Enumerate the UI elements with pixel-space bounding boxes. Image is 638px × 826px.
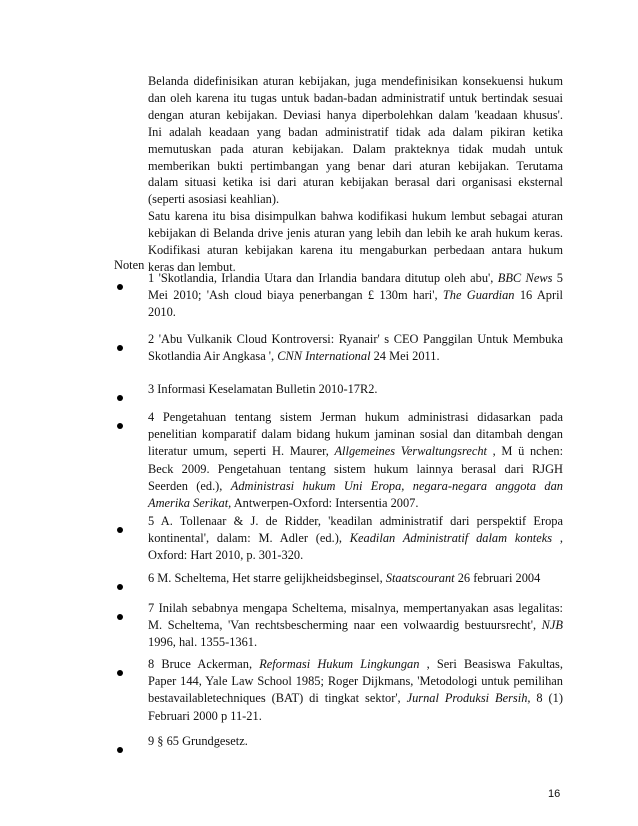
note-text: 8 (1) xyxy=(530,691,563,706)
note-text: 5 xyxy=(552,271,564,285)
intro-line: dengan aturan kebijakan. Deviasi hanya diperbolehkan dalam 'keadaan khusus'. xyxy=(148,107,563,122)
note-text: Skotlandia Air Angkasa ', xyxy=(148,349,278,364)
bullet-icon xyxy=(117,614,123,620)
intro-line: memutuskan pada aturan kebijakan. Dalam prakteknya tidak mudah untuk xyxy=(148,141,563,156)
note-text: 1996, hal. 1355-1361. xyxy=(148,635,258,650)
note-item xyxy=(148,270,563,322)
note-italic-text: Amerika Serikat, xyxy=(148,496,232,511)
note-line xyxy=(148,426,563,443)
note-text: 2 'Abu Vulkanik Cloud Kontroversi: Ryanair' s CEO Panggilan Untuk Membuka xyxy=(148,332,563,346)
note-text: 9 § 65 Grundgesetz. xyxy=(148,734,248,748)
note-line xyxy=(148,478,563,495)
note-line xyxy=(148,656,563,673)
note-item xyxy=(148,381,563,398)
intro-line: dalam situasi ketika isi dari aturan kebijakan berasal dari organisasi eksternal xyxy=(148,175,563,190)
note-text: 5 A. Tollenaar & J. de Ridder, 'keadilan administratif dari perspektif Eropa xyxy=(148,514,563,528)
note-text: 1 'Skotlandia, Irlandia Utara dan Irlandia bandara ditutup oleh abu', xyxy=(148,271,498,285)
bullet-icon xyxy=(117,747,123,753)
note-text: bestavailabletechniques (BAT) di tingkat sektor', xyxy=(148,691,407,706)
note-text: kontinental', dalam: M. Adler (ed.), xyxy=(148,531,350,546)
note-line xyxy=(148,547,563,564)
note-item xyxy=(148,513,563,565)
note-line xyxy=(148,570,563,587)
note-text: 2010. xyxy=(148,305,176,320)
intro-line: Kodifikasi aturan kebijakan karena itu mengaburkan perbedaan antara hukum xyxy=(148,243,563,258)
note-line xyxy=(148,443,563,460)
note-text: 6 M. Scheltema, Het starre gelijkheidsbeginsel, xyxy=(148,571,386,585)
note-line xyxy=(148,530,563,547)
note-text: , Seri Beasiswa Fakultas, xyxy=(419,657,563,671)
intro-line: Belanda didefinisikan aturan kebijakan, juga mendefinisikan konsekuensi hukum xyxy=(148,74,563,88)
note-line xyxy=(148,495,563,512)
note-italic-text: Allgemeines Verwaltungsrecht xyxy=(334,444,487,459)
note-line xyxy=(148,690,563,707)
bullet-icon xyxy=(117,284,123,290)
page-number: 16 xyxy=(548,788,561,800)
note-line xyxy=(148,634,563,651)
note-text: Paper 144, Yale Law School 1985; Roger Dijkmans, 'Metodologi untuk pemilihan xyxy=(148,674,563,689)
intro-line: (seperti asosiasi keahlian). xyxy=(148,192,280,207)
note-text: Oxford: Hart 2010, p. 301-320. xyxy=(148,548,304,563)
note-text: Februari 2000 p 11-21. xyxy=(148,708,262,723)
intro-line: memberikan bukti pertimbangan yang benar dari aturan kebijakan. Terutama xyxy=(148,158,563,173)
note-item xyxy=(148,656,563,725)
note-text: 7 Inilah sebabnya mengapa Scheltema, misalnya, mempertanyakan asas legalitas: xyxy=(148,601,563,615)
note-line xyxy=(148,381,563,398)
intro-line: keras dan lembut. xyxy=(148,259,236,274)
note-text: M. Scheltema, 'Van rechtsbescherming naar een volwaardig bestuursrecht', xyxy=(148,618,542,633)
note-italic-text: Jurnal Produksi Bersih, xyxy=(406,691,531,706)
note-text: 24 Mei 2011. xyxy=(370,349,440,364)
note-italic-text: Keadilan Administratif dalam konteks xyxy=(349,531,553,546)
note-item xyxy=(148,570,563,587)
note-text: literatur umum, seperti H. Maurer, xyxy=(148,444,335,459)
note-text: Antwerpen-Oxford: Intersentia 2007. xyxy=(231,496,419,511)
note-line xyxy=(148,331,563,348)
note-line xyxy=(148,617,563,634)
note-line xyxy=(148,270,563,287)
note-line xyxy=(148,513,563,530)
intro-line: Ini adalah keadaan yang badan administratif tidak ada dalam pikiran ketika xyxy=(148,124,563,139)
notes-heading: Noten xyxy=(114,258,145,272)
bullet-icon xyxy=(117,345,123,351)
note-line xyxy=(148,409,563,426)
note-line xyxy=(148,733,563,750)
bullet-icon xyxy=(117,395,123,401)
note-text: 26 februari 2004 xyxy=(454,571,541,585)
note-italic-text: The Guardian xyxy=(442,288,515,303)
note-italic-text: Staatscourant xyxy=(385,571,455,585)
note-text: 3 Informasi Keselamatan Bulletin 2010-17R2. xyxy=(148,382,378,396)
note-italic-text: Reformasi Hukum Lingkungan xyxy=(259,657,420,671)
note-line xyxy=(148,287,563,304)
note-line xyxy=(148,461,563,478)
intro-paragraph xyxy=(148,73,563,276)
note-item xyxy=(148,733,563,750)
note-text: Mei 2010; 'Ash cloud biaya penerbangan £ 130m hari', xyxy=(148,288,443,303)
note-text: penelitian komparatif dalam bidang hukum jaminan sosial dan ditambah dengan xyxy=(148,427,563,442)
note-text: , xyxy=(552,531,563,546)
intro-line: kebijakan di Belanda drive jenis aturan yang lebih dan lebih ke arah hukum keras. xyxy=(148,226,563,241)
note-italic-text: Administrasi hukum Uni Eropa, negara-negara anggota dan xyxy=(230,478,563,493)
note-line xyxy=(148,600,563,617)
note-text: 16 April xyxy=(514,288,564,303)
bullet-icon xyxy=(117,584,123,590)
note-italic-text: NJB xyxy=(541,618,563,633)
note-text: , M ü nchen: xyxy=(486,444,564,459)
note-line xyxy=(148,673,563,690)
note-line xyxy=(148,348,563,365)
note-text: 8 Bruce Ackerman, xyxy=(148,657,260,671)
note-italic-text: CNN International xyxy=(277,349,371,364)
note-text: 4 Pengetahuan tentang sistem Jerman hukum administrasi didasarkan pada xyxy=(148,410,563,424)
note-line xyxy=(148,304,563,321)
intro-line: dan oleh karena itu tugas untuk badan-badan administratif untuk bertindak sesuai xyxy=(148,90,563,105)
note-item xyxy=(148,409,563,512)
note-item xyxy=(148,331,563,365)
note-text: Beck 2009. Pengetahuan tentang sistem hukum lainnya berasal dari RJGH xyxy=(148,461,563,476)
note-text: Seerden (ed.), xyxy=(148,478,231,493)
note-item xyxy=(148,600,563,652)
intro-line: Satu karena itu bisa disimpulkan bahwa kodifikasi hukum lembut sebagai aturan xyxy=(148,209,563,224)
note-italic-text: BBC News xyxy=(497,271,553,285)
bullet-icon xyxy=(117,527,123,533)
bullet-icon xyxy=(117,670,123,676)
bullet-icon xyxy=(117,423,123,429)
note-line xyxy=(148,708,563,725)
